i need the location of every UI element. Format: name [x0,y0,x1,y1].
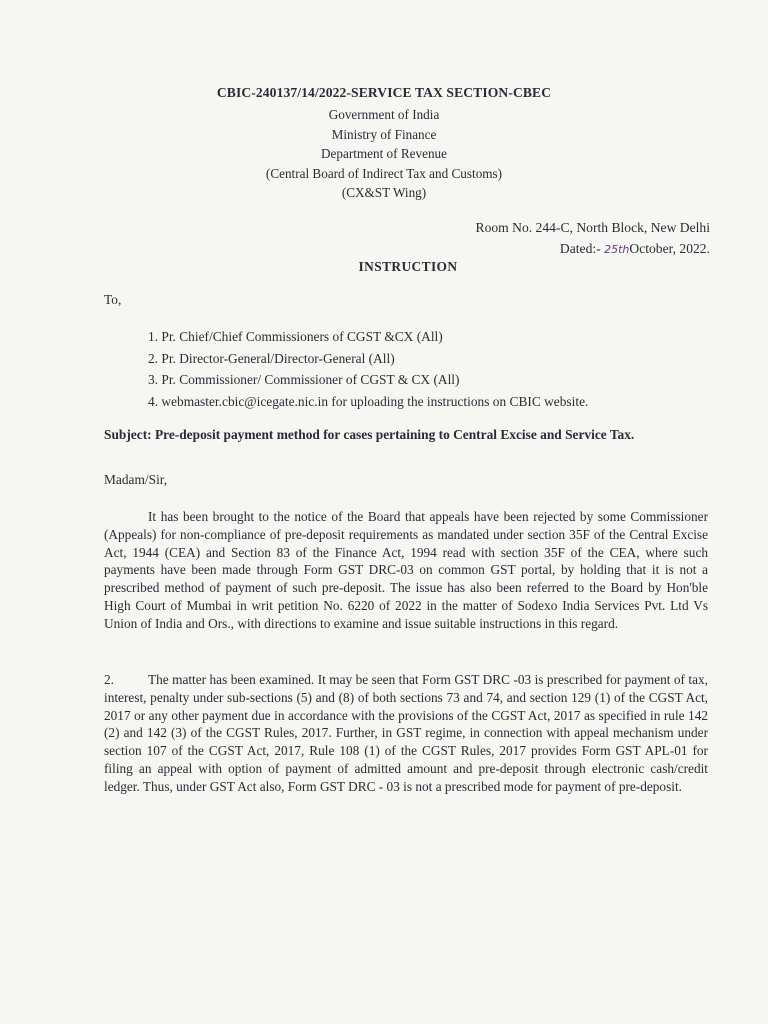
header-line-government: Government of India [328,107,440,122]
addressee-list [148,326,588,412]
header-line-ministry: Ministry of Finance [331,126,437,142]
header-line-wing: (CX&ST Wing) [341,185,427,200]
to-label: To, [104,292,122,307]
room-address: Room No. 244-C, North Block, New Delhi [475,220,710,235]
date-prefix: Dated:- [559,241,601,256]
addressee-item: 4. webmaster.cbic@icegate.nic.in for uploading the instructions on CBIC website. [148,393,589,409]
file-number: CBIC-240137/14/2022-SERVICE TAX SECTION-CBEC [216,85,552,100]
date-line [560,241,710,257]
subject-line: Subject: Pre-deposit payment method for cases pertaining to Central Excise and Service Tax. [104,427,635,442]
salutation: Madam/Sir, [104,472,168,487]
date-suffix: October, 2022. [629,241,710,256]
document-title: INSTRUCTION [358,259,458,274]
header-line-department: Department of Revenue [321,146,447,161]
addressee-item: 3. Pr. Commissioner/ Commissioner of CGST & CX (All) [148,372,460,387]
paragraph-2 [104,671,708,796]
addressee-item: 1. Pr. Chief/Chief Commissioners of CGST &CX (All) [148,329,443,344]
paragraph-1: It has been brought to the notice of the Board that appeals have been rejected by some Commissioner (Appeals) for non-compliance of pre-deposit requirements as mandated under section 35F of the Central Excise Act, 1944 (CEA) and Section 83 of the Finance Act, 1994 read with section 35F of the CEA, where such payments have been made through Form GST DRC-03 on common GST portal, by holding that it is not a prescribed method of payment of such pre-deposit. The issue has also been referred to the Board by Hon'ble High Court of Mumbai in writ petition No. 6220 of 2022 in the matter of Sodexo India Services Pvt. Ltd Vs Union of India and Ors., with directions to examine and issue suitable instructions in this regard. [104,509,708,631]
date-day-handwritten: 25th [604,243,630,256]
paragraph-number: 2. [104,672,114,687]
header-line-board: (Central Board of Indirect Tax and Customs) [265,165,503,181]
addressee-item: 2. Pr. Director-General/Director-General (All) [148,350,395,366]
paragraph-2-text: The matter has been examined. It may be seen that Form GST DRC -03 is prescribed for payment of tax, interest, penalty under sub-sections (5) and (8) of both sections 73 and 74, and section 129 (1) of the CGST Act, 2017 or any other payment due in accordance with the provisions of the CGST Act, 2017 as specified in rule 142 (2) and 142 (3) of the CGST Rules, 2017. Further, in GST regime, in connection with appeal mechanism under section 107 of the CGST Act, 2017, Rule 108 (1) of the CGST Rules, 2017 provides Form GST APL-01 for filing an appeal with option of payment of admitted amount and pre-deposit through electronic cash/credit ledger. Thus, under GST Act also, Form GST DRC - 03 is not a prescribed mode for payment of pre-deposit. [104,672,708,794]
